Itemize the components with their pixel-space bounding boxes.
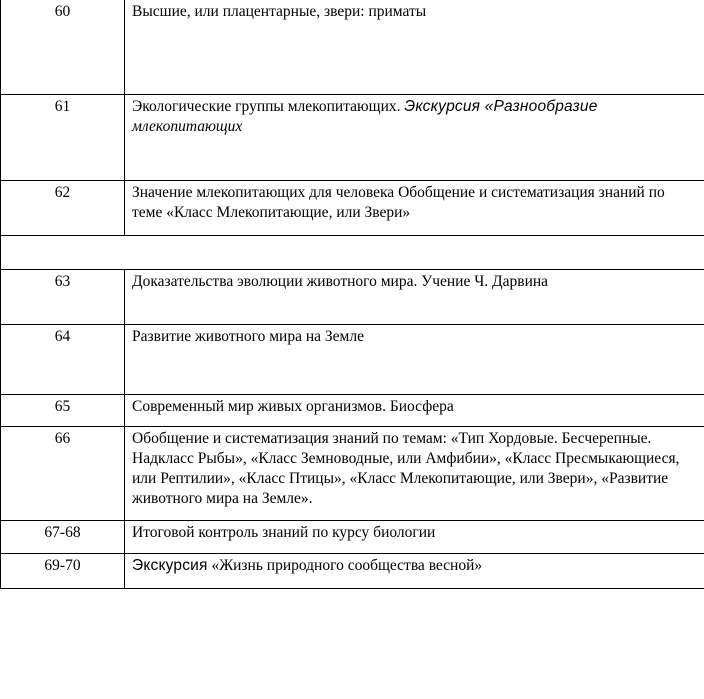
empty-row-cell [1,236,704,270]
lesson-number: 60 [1,0,125,95]
table-row [1,270,704,325]
topic-line: теме «Класс Млекопитающие, или Звери» [132,204,411,221]
excursion-text: Экскурсия «Разнообразие [404,98,598,115]
topic-line: Надкласс Рыбы», «Класс Земноводные, или Амфибии», «Класс Пресмыкающиеся, [132,450,680,467]
lesson-number: 67-68 [1,521,125,554]
lesson-topic [125,270,704,325]
lesson-number: 61 [1,95,125,181]
topic-line: млекопитающих [132,118,243,135]
table-row [1,554,704,589]
topic-line: Значение млекопитающих для человека Обобщение и систематизация знаний по [132,184,665,201]
topic-line: Высшие, или плацентарные, звери: приматы [132,3,427,20]
excursion-label: Экскурсия [132,557,208,574]
topic-line: Итоговой контроль знаний по курсу биологии [132,524,436,541]
lesson-number: 65 [1,395,125,427]
lesson-topic [125,95,704,181]
lesson-topic [125,325,704,395]
lesson-number: 64 [1,325,125,395]
topic-line [132,556,704,576]
topic-line: или Рептилии», «Класс Птицы», «Класс Млекопитающие, или Звери», «Развитие [132,470,669,487]
lesson-topic [125,395,704,427]
lesson-topic [125,181,704,236]
lesson-topic [125,427,704,521]
topic-line: Современный мир живых организмов. Биосфера [132,398,454,415]
topic-line: Обобщение и систематизация знаний по темам: «Тип Хордовые. Бесчерепные. [132,430,652,447]
lesson-topic [125,521,704,554]
table-row [1,395,704,427]
lesson-number: 66 [1,427,125,521]
lesson-topic [125,554,704,589]
topic-line [132,97,704,117]
lesson-number: 69-70 [1,554,125,589]
topic-text: Экологические группы млекопитающих. [132,98,401,115]
topic-line: Развитие животного мира на Земле [132,328,364,345]
topic-line: животного мира на Земле». [132,490,313,507]
topic-text: «Жизнь природного сообщества весной» [207,557,483,574]
table-row [1,325,704,395]
table-row [1,427,704,521]
table-row [1,95,704,181]
topic-line: Доказательства эволюции животного мира. Учение Ч. Дарвина [132,273,549,290]
lesson-number: 62 [1,181,125,236]
table-row [1,0,704,95]
lesson-topic [125,0,704,95]
table-row [1,181,704,236]
table-row [1,521,704,554]
table-row-separator [1,236,704,270]
lesson-number: 63 [1,270,125,325]
